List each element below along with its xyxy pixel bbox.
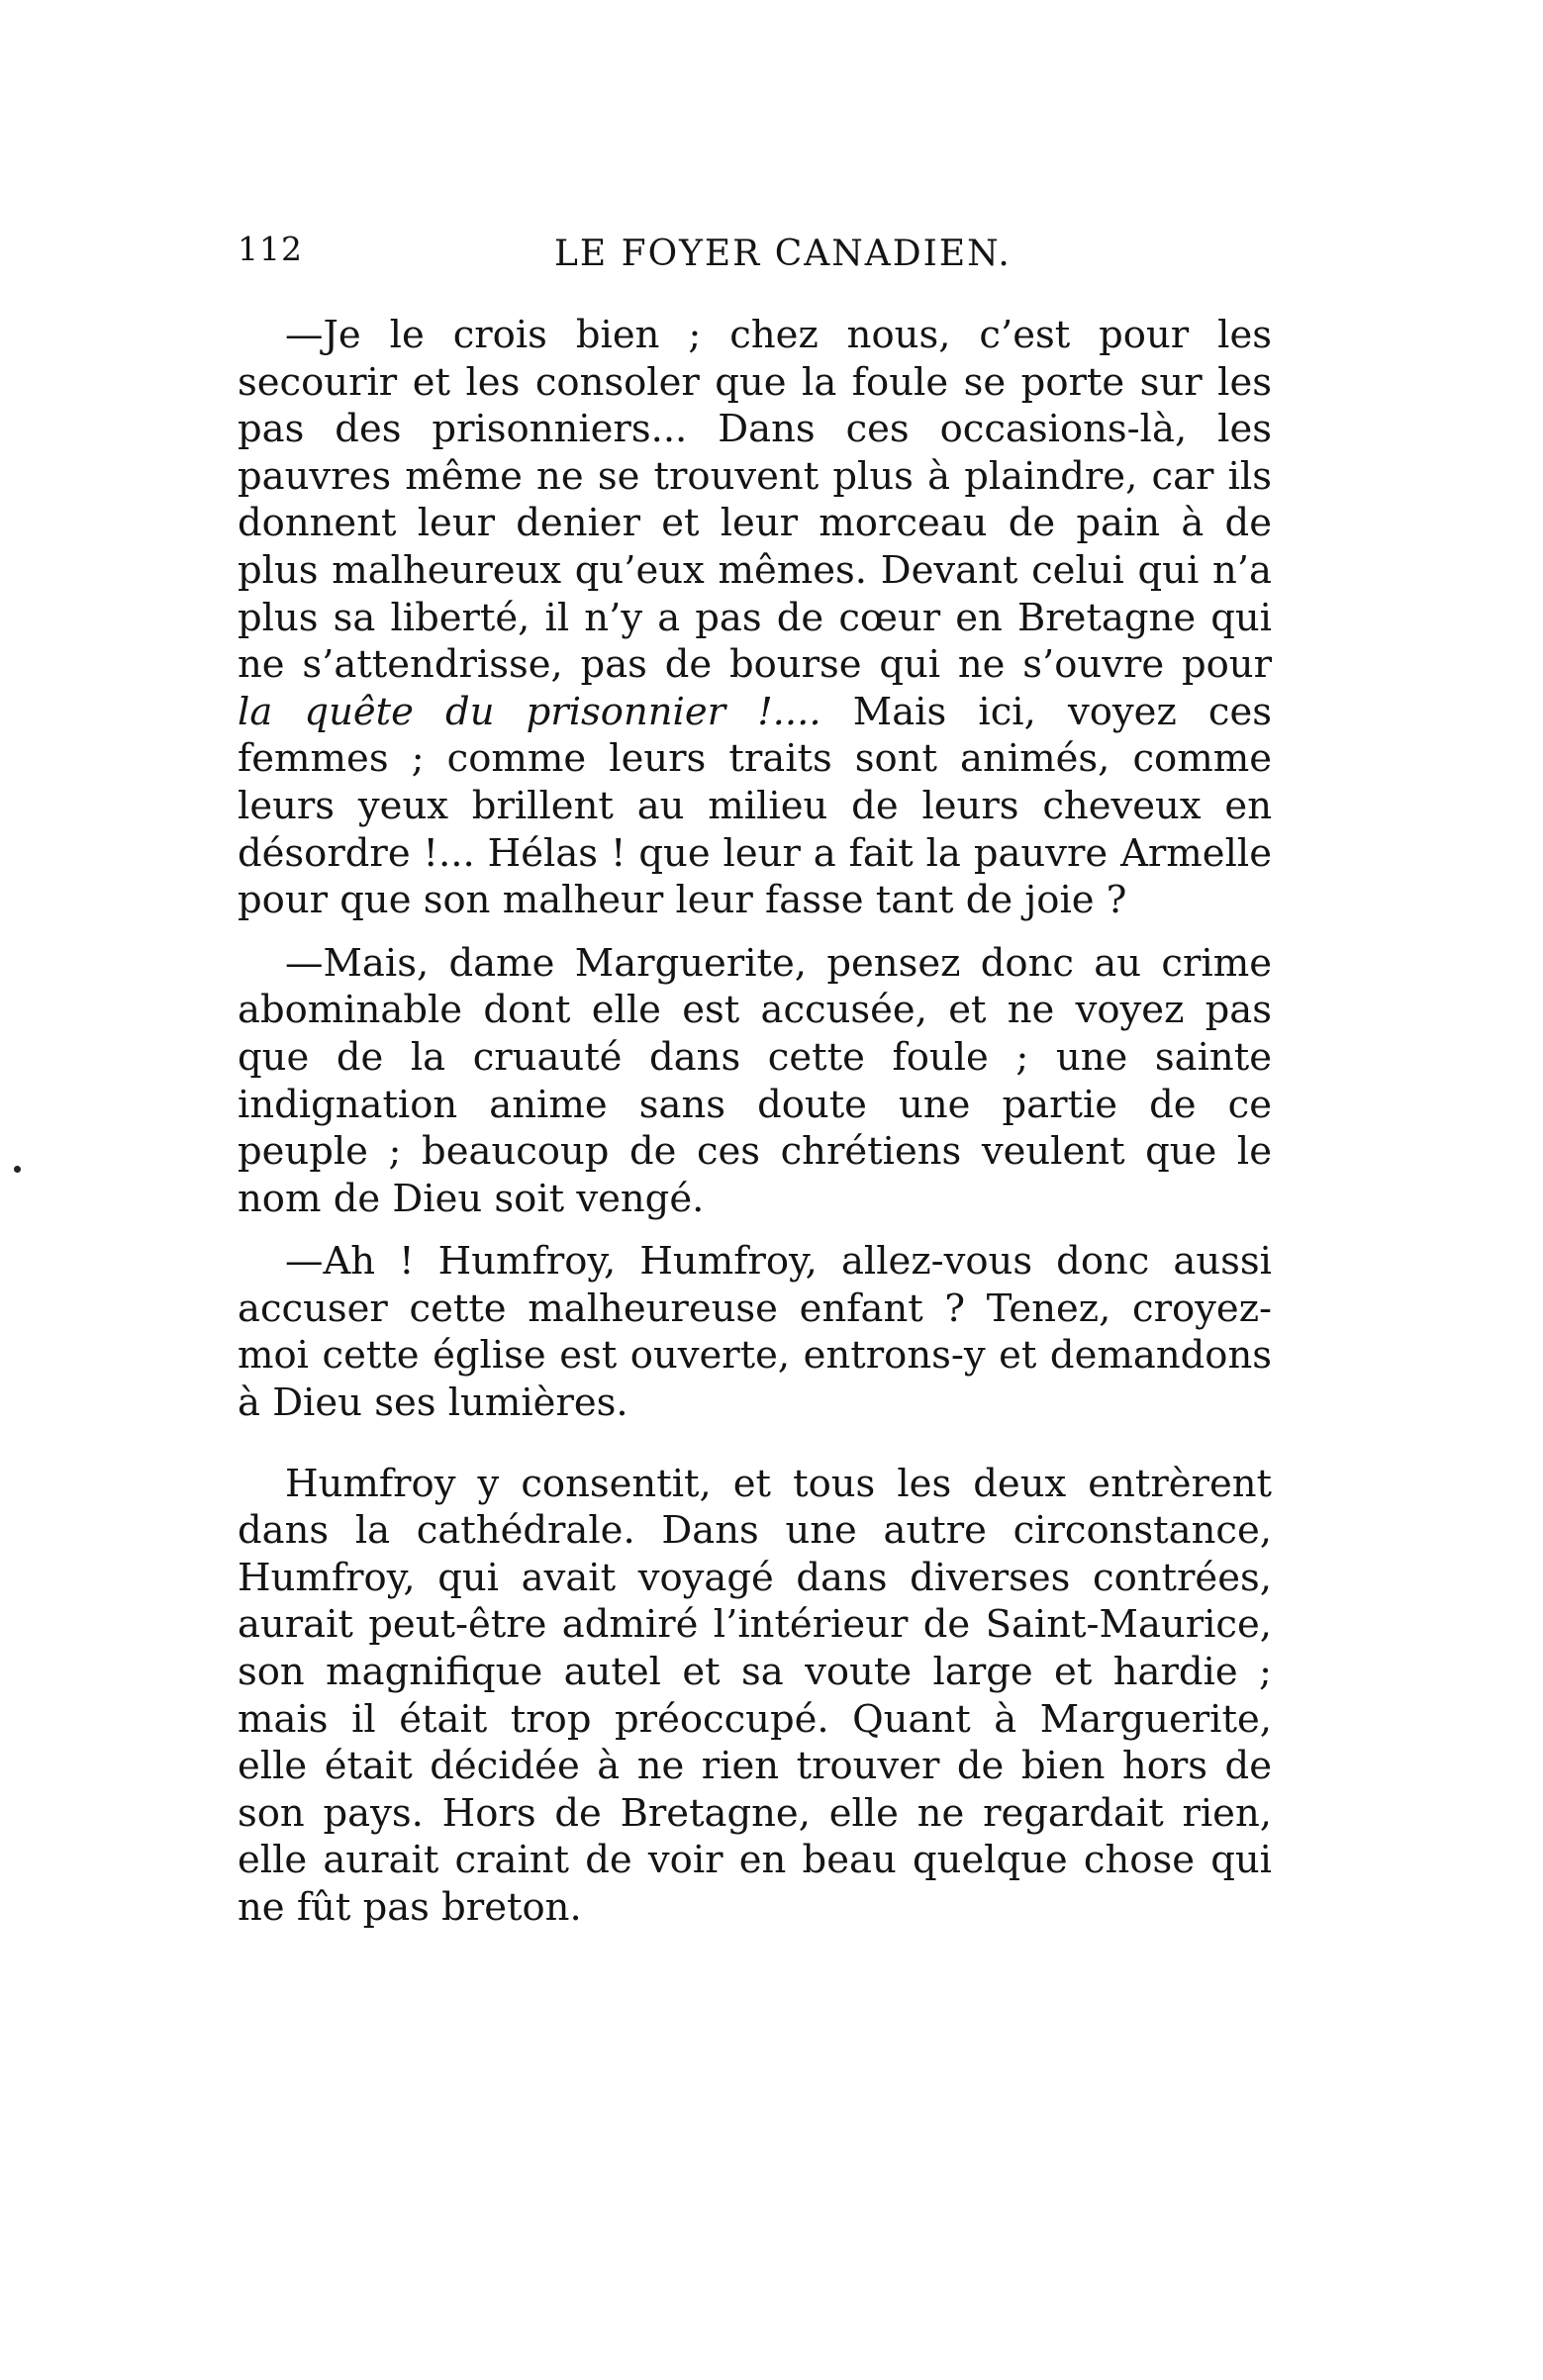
body-text	[238, 312, 1272, 1932]
paragraph-3: —Ah ! Humfroy, Humfroy, allez-vous donc aussi accuser cette malheureuse enfant ? Tenez, croyez-moi cette église est ouverte, entrons-y et demandons à Dieu ses lumières.	[238, 1239, 1272, 1426]
paragraph-2: —Mais, dame Marguerite, pensez donc au crime abominable dont elle est accusée, et ne voyez pas que de la cruauté dans cette foule ; une sainte indignation anime sans doute une partie de ce peuple ; beaucoup de ces chrétiens veulent que le nom de Dieu soit vengé.	[238, 940, 1272, 1221]
paragraph-1-text-after: Mais ici, voyez ces femmes ; comme leurs traits sont animés, comme leurs yeux brillent au milieu de leurs cheveux en désordre !... Hélas ! que leur a fait la pauvre Armelle pour que son malheur leur fasse tant de joie ?	[238, 689, 1272, 923]
paragraph-1-italic-phrase: la quête du prisonnier !....	[238, 689, 821, 734]
running-head	[238, 230, 1267, 279]
paragraph-1-text-before: —Je le crois bien ; chez nous, c’est pour les secourir et les consoler que la foule se porte sur les pas des prisonniers... Dans ces occasions-là, les pauvres même ne se trouvent plus à plaindre, car ils donnent leur denier et leur morceau de pain à de plus malheureux qu’eux mêmes. Devant celui qui n’a plus sa liberté, il n’y a pas de cœur en Bretagne qui ne s’attendrisse, pas de bourse qui ne s’ouvre pour	[238, 313, 1272, 688]
page-number: 112	[238, 230, 303, 268]
paragraph-1	[238, 312, 1272, 924]
ink-speck	[14, 1166, 21, 1173]
running-title: LE FOYER CANADIEN.	[554, 234, 1012, 274]
paragraph-4: Humfroy y consentit, et tous les deux entrèrent dans la cathédrale. Dans une autre circonstance, Humfroy, qui avait voyagé dans diverses contrées, aurait peut-être admiré l’intérieur de Saint-Maurice, son magnifique autel et sa voute large et hardie ; mais il était trop préoccupé. Quant à Marguerite, elle était décidée à ne rien trouver de bien hors de son pays. Hors de Bretagne, elle ne regardait rien, elle aurait craint de voir en beau quelque chose qui ne fût pas breton.	[238, 1461, 1272, 1930]
